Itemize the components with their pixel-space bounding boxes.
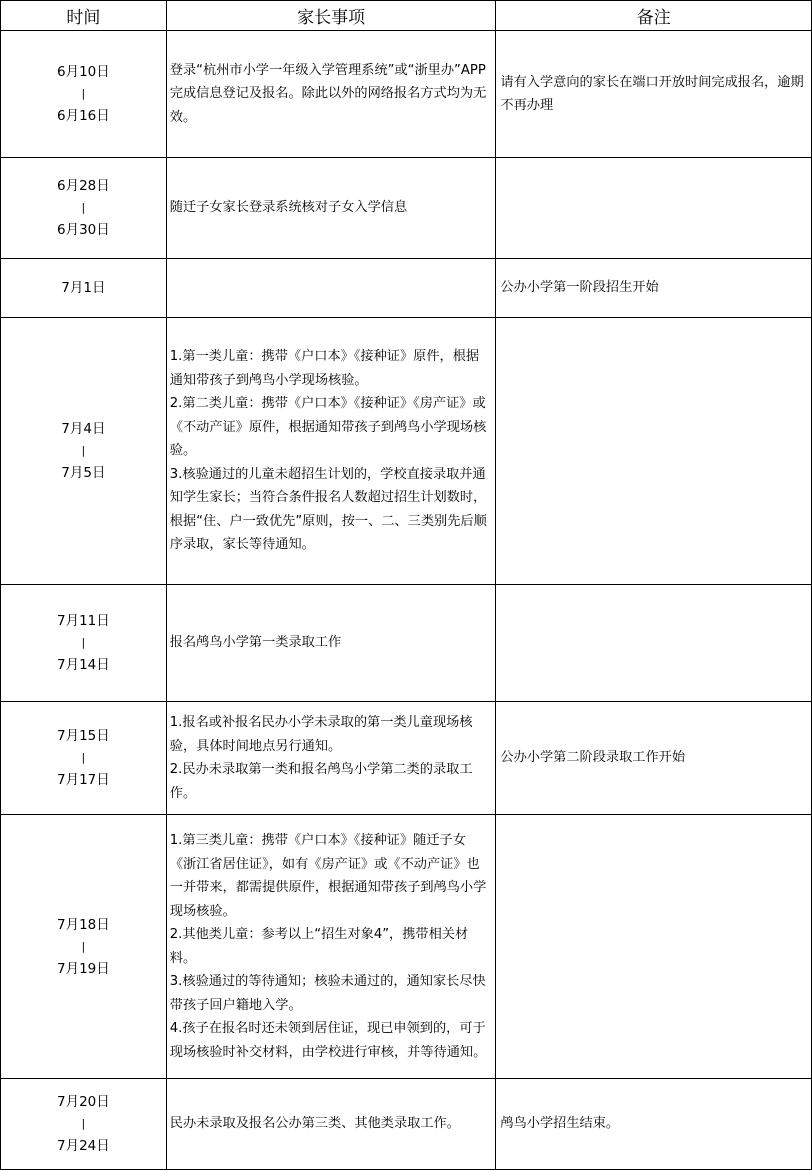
- matter-text: 2.其他类儿童：参考以上“招生对象4”，携带相关材料。: [169, 927, 469, 966]
- time-cell: [1, 259, 167, 317]
- table-row: [1, 158, 812, 259]
- matter-text: 1.报名或补报名民办小学未录取的第一类儿童现场核验，具体时间地点另行通知。: [169, 715, 473, 754]
- date-separator: |: [81, 1117, 86, 1130]
- matter-text: 随迁子女家长登录系统核对子女入学信息: [169, 200, 408, 216]
- matters-cell: [167, 259, 497, 317]
- date-separator: |: [81, 751, 86, 764]
- table-row: [1, 31, 812, 158]
- note-cell: [496, 158, 812, 258]
- note-text: 请有入学意向的家长在端口开放时间完成报名，逾期不再办理: [500, 74, 804, 113]
- start-date: 7月15日: [57, 728, 110, 744]
- time-cell: [1, 31, 167, 157]
- end-date: 7月24日: [57, 1138, 110, 1154]
- time-cell: [1, 158, 167, 258]
- start-date: 7月20日: [57, 1094, 110, 1110]
- header-time: 时间: [1, 1, 167, 30]
- matters-cell: [167, 1079, 497, 1169]
- matter-text: 报名鸬鸟小学第一类录取工作: [169, 635, 342, 651]
- matters-cell: [167, 585, 497, 701]
- end-date: 7月14日: [57, 657, 110, 673]
- matter-text: 1.第三类儿童：携带《户口本》《接种证》随迁子女《浙江省居住证》，如有《房产证》或《不动产证》也一并带来，都需提供原件，根据通知带孩子到鸬鸟小学现场核验。: [169, 833, 487, 919]
- date-separator: |: [81, 87, 86, 100]
- time-cell: [1, 1079, 167, 1169]
- end-date: 6月16日: [57, 108, 110, 124]
- table-row: [1, 259, 812, 318]
- time-cell: [1, 585, 167, 701]
- start-date: 7月11日: [57, 613, 110, 629]
- date-separator: |: [81, 444, 86, 457]
- matter-text: 民办未录取及报名公办第三类、其他类录取工作。: [169, 1116, 460, 1132]
- note-cell: [496, 318, 812, 584]
- note-cell: [496, 702, 812, 814]
- time-cell: [1, 702, 167, 814]
- matter-text: 2.第二类儿童：携带《户口本》《接种证》《房产证》或《不动产证》原件，根据通知带孩子到鸬鸟小学现场核验。: [169, 396, 487, 459]
- matter-text: 4.孩子在报名时还未领到居住证，现已申领到的，可于现场核验时补交材料，由学校进行审核，并等待通知。: [169, 1021, 487, 1060]
- header-parent-matters: 家长事项: [167, 1, 497, 30]
- table-header-row: [1, 1, 812, 31]
- note-text: 鸬鸟小学招生结束。: [500, 1116, 620, 1132]
- date-separator: |: [81, 636, 86, 649]
- note-cell: [496, 585, 812, 701]
- table-row: [1, 702, 812, 815]
- table-row: [1, 1079, 812, 1170]
- note-text: 公办小学第一阶段招生开始: [500, 280, 659, 296]
- matters-cell: [167, 318, 497, 584]
- time-cell: [1, 318, 167, 584]
- note-cell: [496, 1079, 812, 1169]
- end-date: 6月30日: [57, 222, 110, 238]
- date: 7月1日: [61, 280, 106, 296]
- matter-text: 3.核验通过的儿童未超招生计划的，学校直接录取并通知学生家长；当符合条件报名人数超过招生计划数时，根据“住、户一致优先”原则，按一、二、三类别先后顺序录取，家长等待通知。: [169, 466, 487, 553]
- note-cell: [496, 31, 812, 157]
- table-row: [1, 815, 812, 1079]
- matter-text: 1.第一类儿童：携带《户口本》《接种证》原件，根据通知带孩子到鸬鸟小学现场核验。: [169, 349, 480, 388]
- start-date: 6月28日: [57, 178, 110, 194]
- matter-text: 登录“杭州市小学一年级入学管理系统”或“浙里办”APP完成信息登记及报名。除此以外的网络报名方式均为无效。: [169, 62, 487, 125]
- end-date: 7月5日: [61, 465, 106, 481]
- matters-cell: [167, 31, 497, 157]
- matters-cell: [167, 815, 497, 1078]
- note-cell: [496, 259, 812, 317]
- header-notes: 备注: [496, 1, 812, 30]
- note-cell: [496, 815, 812, 1078]
- date-separator: |: [81, 939, 86, 953]
- note-text: 公办小学第二阶段录取工作开始: [500, 750, 686, 766]
- start-date: 6月10日: [57, 64, 110, 80]
- time-cell: [1, 815, 167, 1078]
- end-date: 7月17日: [57, 772, 110, 788]
- start-date: 7月4日: [61, 421, 106, 437]
- table-row: [1, 585, 812, 702]
- start-date: 7月18日: [57, 916, 110, 933]
- date-separator: |: [81, 201, 86, 214]
- matters-cell: [167, 158, 497, 258]
- matter-text: 2.民办未录取第一类和报名鸬鸟小学第二类的录取工作。: [169, 762, 473, 801]
- table-row: [1, 318, 812, 585]
- matters-cell: [167, 702, 497, 814]
- matter-text: 3.核验通过的等待通知；核验未通过的，通知家长尽快带孩子回户籍地入学。: [169, 974, 486, 1013]
- end-date: 7月19日: [57, 960, 110, 977]
